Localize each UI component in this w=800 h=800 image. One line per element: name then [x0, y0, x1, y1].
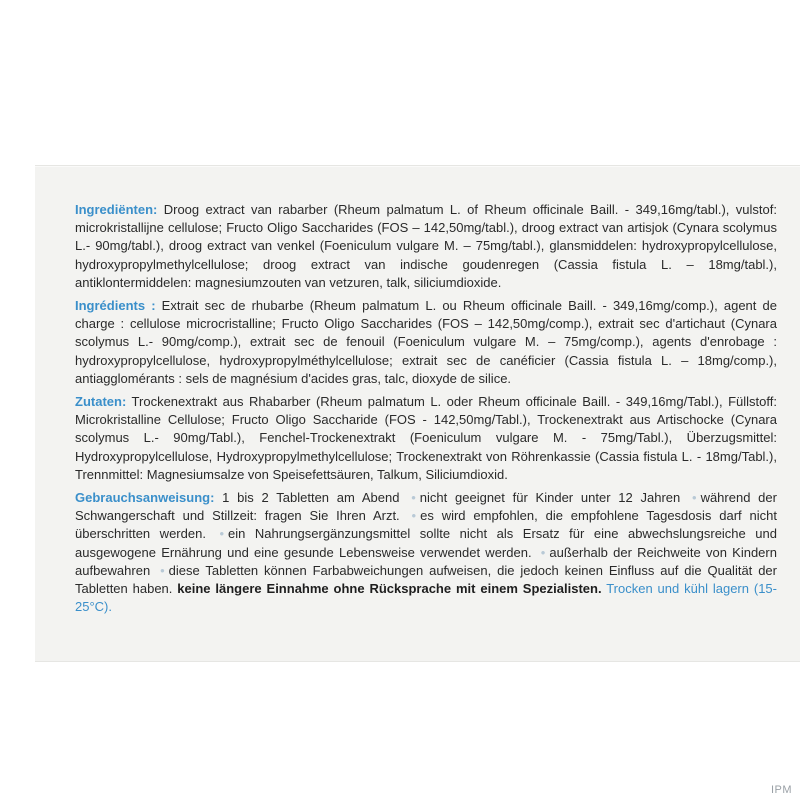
ingredients-fr: [75, 297, 777, 388]
ingredients-nl: [75, 201, 777, 292]
ingredients-nl-text: Droog extract van rabarber (Rheum palmatum L. of Rheum officinale Baill. - 349,16mg/tabl.), vulstof: microkristallijne cellulose; Fructo Oligo Saccharides (FOS – 142,50mg/tabl.), droog extract van artisjok (Cynara scolymus L.- 90mg/tabl.), droog extract van venkel (Foeniculum vulgare M. – 75mg/tabl.), glansmiddelen: hydroxypropylcellulose, hydroxypropylmethylcellulose; droog extract van indische goudenregen (Cassia fistula L. – 18mg/tabl.), antiklontermiddelen: magnesiumzouten van vetzuren, talk, siliciumdioxide.: [75, 202, 777, 290]
label-panel: [35, 165, 800, 662]
bullet-icon: •: [411, 490, 416, 506]
ingredients-nl-label: Ingrediënten:: [75, 202, 158, 217]
ingredients-de-label: Zutaten:: [75, 394, 127, 410]
storage-instructions: Trocken und kühl lagern (15-25°C).: [75, 581, 777, 615]
usage-item: diese Tabletten können Farbabweichungen aufweisen, die jedoch keinen Einfluss auf die Qualität der Tabletten haben.: [75, 562, 777, 597]
ingredients-fr-label: Ingrédients :: [75, 298, 156, 314]
usage-instructions: [75, 489, 777, 616]
usage-item: außerhalb der Reichweite von Kindern aufbewahren: [75, 544, 777, 578]
ingredients-fr-text: Extrait sec de rhubarbe (Rheum palmatum L. ou Rheum officinale Baill. - 349,16mg/comp.), agent de charge : cellulose microcristalline; Fructo Oligo Saccharides (FOS – 142,50mg/comp.), extrait sec d'artichaut (Cynara scolymus L.- 90mg/comp.), extrait sec de fenouil (Foeniculum vulgare M. – 75mg/comp.), agents d'enrobage : hydroxypropylcellulose, hydroxypropylméthylcellulose; extrait sec de canéficier (Cassia fistula L. – 18mg/comp.), antiagglomérants : sels de magnésium d'acides gras, talc, dioxyde de silice.: [75, 298, 777, 386]
bullet-icon: •: [411, 508, 417, 524]
ingredients-de-text: Trockenextrakt aus Rhabarber (Rheum palmatum L. oder Rheum officinale Baill. - 349,16mg/Tabl.), Füllstoff: Microkristalline Cellulose; Fructo Oligo Saccharide (FOS - 142,50mg/Tabl.), Trockenextrakt aus Artischocke (Cynara scolymus L.- 90mg/Tabl.), Fenchel-Trockenextrakt (Foeniculum vulgare M. - 75mg/Tabl.), Überzugsmittel: Hydroxypropylcellulose, Hydroxypropylmethylcellulose; Trockenextrakt von Röhrenkassie (Cassia fistula L. - 18mg/Tabl.), Trennmittel: Magnesiumsalze von Speisefettsäuren, Talkum, Siliciumdioxid.: [75, 394, 777, 482]
bullet-icon: •: [692, 490, 697, 506]
bullet-icon: •: [160, 562, 165, 578]
ipm-logo: IPM: [770, 784, 792, 796]
usage-item: während der Schwangerschaft und Stillzeit: fragen Sie Ihren Arzt.: [75, 490, 777, 524]
usage-warning: keine längere Einnahme ohne Rücksprache mit einem Spezialisten.: [172, 581, 602, 597]
usage-item: nicht geeignet für Kinder unter 12 Jahren: [419, 490, 681, 506]
bullet-icon: •: [540, 544, 546, 560]
label-text-area: [75, 201, 777, 616]
ingredients-de: [75, 393, 777, 484]
usage-label: Gebrauchsanweisung:: [75, 490, 215, 506]
bullet-icon: •: [219, 526, 225, 542]
usage-item: es wird empfohlen, die empfohlene Tagesdosis darf nicht überschritten werden.: [75, 508, 777, 542]
usage-item: ein Nahrungsergänzungsmittel sollte nicht als Ersatz für eine abwechslungsreiche und ausgewogene Ernährung und eine gesunde Lebensweise verwendet werden.: [75, 526, 777, 560]
usage-item: 1 bis 2 Tabletten am Abend: [214, 490, 400, 506]
